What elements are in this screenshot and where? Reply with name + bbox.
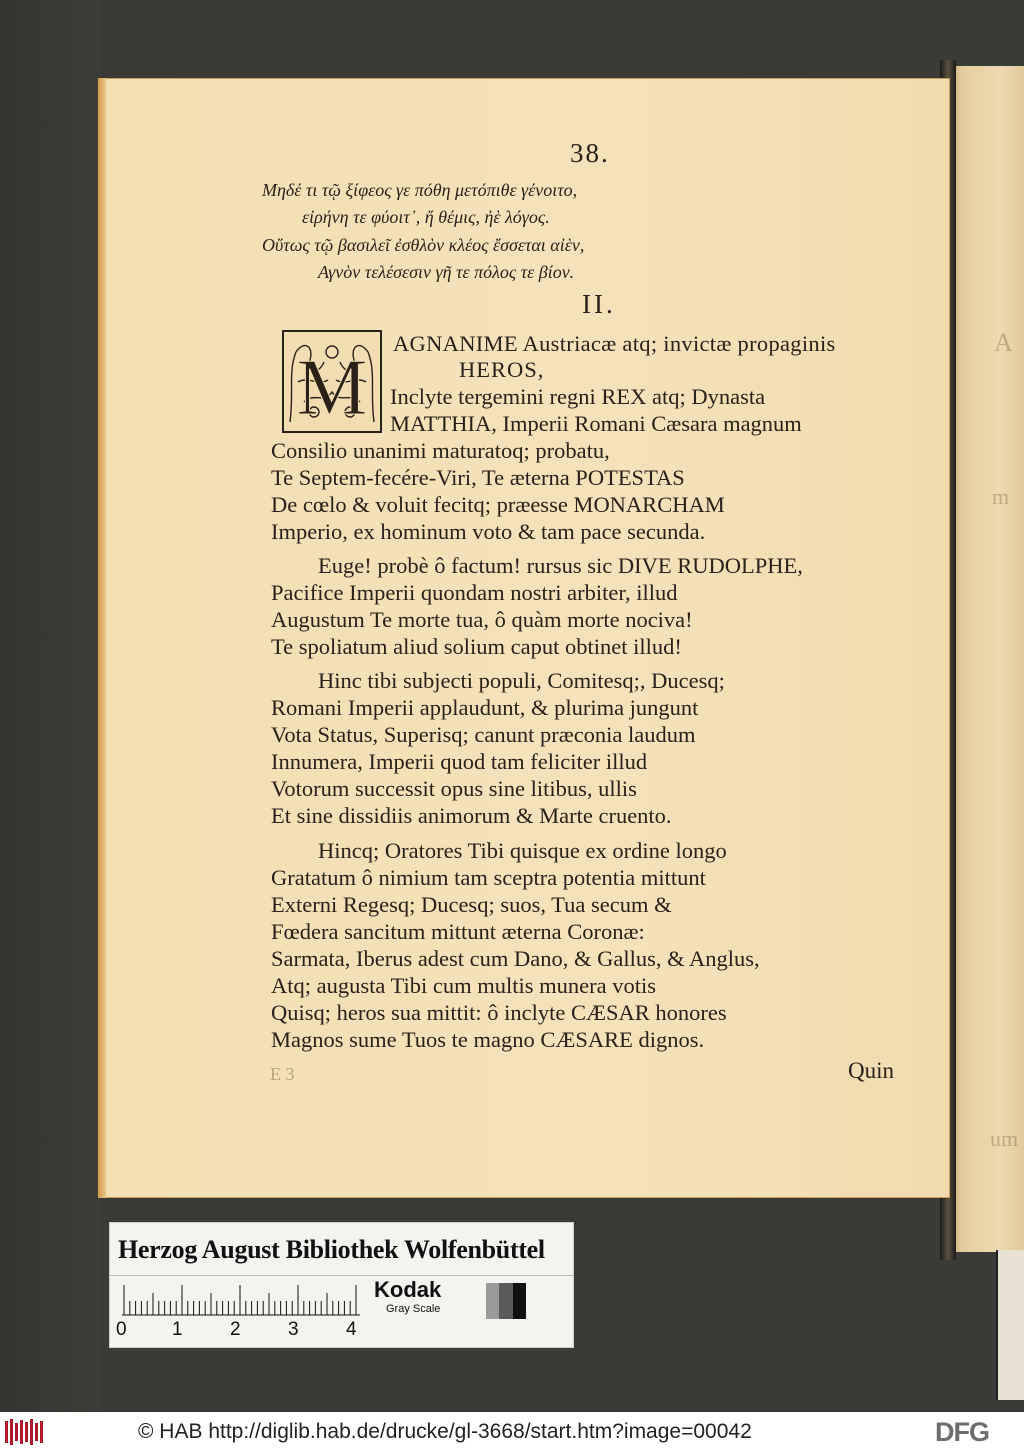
- latin-line-24: Atq; augusta Tibi cum multis munera votis: [271, 973, 657, 998]
- ruler-digit: 1: [172, 1319, 183, 1340]
- ruler-digit: 2: [230, 1319, 241, 1340]
- signature-mark: E 3: [270, 1064, 295, 1084]
- swatch: [513, 1283, 526, 1319]
- latin-line-19: Hincq; Oratores Tibi quisque ex ordine longo: [318, 838, 727, 863]
- greek-line-4: Αγνὸν τελέσεσιν γῆ τε πόλος τε βίον.: [318, 262, 575, 282]
- latin-line-18: Et sine dissidiis animorum & Marte cruento.: [271, 803, 672, 828]
- copyright-url[interactable]: © HAB http://diglib.hab.de/drucke/gl-3668/start.htm?image=00042: [138, 1420, 752, 1443]
- gray-scale-caption: Gray Scale: [386, 1303, 441, 1315]
- ornament-icon: [284, 332, 380, 431]
- dark-background-left: [0, 0, 100, 1412]
- latin-line-25: Quisq; heros sua mittit: ô inclyte CÆSAR honores: [271, 1000, 727, 1025]
- label-divider: [110, 1275, 573, 1276]
- latin-line-21: Externi Regesq; Ducesq; suos, Tua secum &: [271, 892, 672, 917]
- facing-page-edge: A m um: [946, 66, 1024, 1252]
- latin-line-4: MATTHIA, Imperii Romani Cæsara magnum: [390, 411, 802, 436]
- latin-line-5: Consilio unanimi maturatoq; probatu,: [271, 438, 610, 463]
- initial-letter: M: [296, 344, 368, 431]
- greek-line-1: Μηδέ τι τῷ ξίφεος γε πόθη μετόπιθε γένοιτο,: [262, 180, 578, 200]
- latin-line-1: AGNANIME Austriacæ atq; invictæ propaginis: [393, 331, 836, 356]
- greek-line-3: Οὕτως τῷ βασιλεῖ ἐσθλὸν κλέος ἔσσεται αἰὲν,: [262, 235, 585, 255]
- kodak-brand: Kodak: [374, 1277, 442, 1302]
- latin-line-20: Gratatum ô nimium tam sceptra potentia mittunt: [271, 865, 706, 890]
- library-color-label: [109, 1222, 574, 1348]
- latin-line-9: Euge! probè ô factum! rursus sic DIVE RUDOLPHE,: [318, 553, 803, 578]
- institution-name: Herzog August Bibliothek Wolfenbüttel: [118, 1235, 545, 1264]
- swatch: [499, 1283, 512, 1319]
- gray-swatches: [486, 1283, 526, 1319]
- decorated-initial: [282, 330, 382, 433]
- footer-bar: [0, 1412, 1024, 1452]
- dfg-logo: DFG: [935, 1417, 989, 1447]
- greek-line-2: εἰρήνη τε φύοιτ᾽, ἤ θέμις, ἠὲ λόγος.: [302, 207, 550, 227]
- latin-line-15: Vota Status, Superisq; canunt præconia laudum: [271, 722, 696, 747]
- latin-line-26: Magnos sume Tuos te magno CÆSARE dignos.: [271, 1027, 705, 1052]
- ruler-digit: 3: [288, 1319, 299, 1340]
- latin-line-11: Augustum Te morte tua, ô quàm morte nociva!: [271, 607, 693, 632]
- latin-line-16: Innumera, Imperii quod tam feliciter illud: [271, 749, 648, 774]
- latin-line-23: Sarmata, Iberus adest cum Dano, & Gallus, & Anglus,: [271, 946, 760, 971]
- latin-line-2: HEROS,: [459, 357, 545, 382]
- section-heading: II.: [582, 289, 616, 319]
- latin-line-8: Imperio, ex hominum voto & tam pace secunda.: [271, 519, 706, 544]
- latin-line-17: Votorum successit opus sine litibus, ullis: [271, 776, 637, 801]
- catchword: Quin: [848, 1058, 894, 1083]
- ruler-digit: 4: [346, 1319, 357, 1340]
- page-number: 38.: [570, 138, 610, 168]
- latin-line-6: Te Septem-fecére-Viri, Te æterna POTESTAS: [271, 465, 685, 490]
- swatch: [486, 1283, 499, 1319]
- side-color-strip: [996, 1250, 1024, 1400]
- latin-line-14: Romani Imperii applaudunt, & plurima jungunt: [271, 695, 699, 720]
- latin-line-12: Te spoliatum aliud solium caput obtinet illud!: [271, 634, 682, 659]
- latin-line-7: De cœlo & voluit fecitq; præesse MONARCHAM: [271, 492, 725, 517]
- ruler-digit: 0: [116, 1319, 127, 1340]
- page-edge: [98, 78, 106, 1198]
- ruler-scale-icon: [120, 1277, 364, 1317]
- latin-line-13: Hinc tibi subjecti populi, Comitesq;, Ducesq;: [318, 668, 725, 693]
- latin-line-22: Fœdera sancitum mittunt æterna Coronæ:: [271, 919, 645, 944]
- latin-line-10: Pacifice Imperii quondam nostri arbiter, illud: [271, 580, 678, 605]
- latin-line-3: Inclyte tergemini regni REX atq; Dynasta: [390, 384, 766, 409]
- hab-bars-icon: [4, 1417, 46, 1447]
